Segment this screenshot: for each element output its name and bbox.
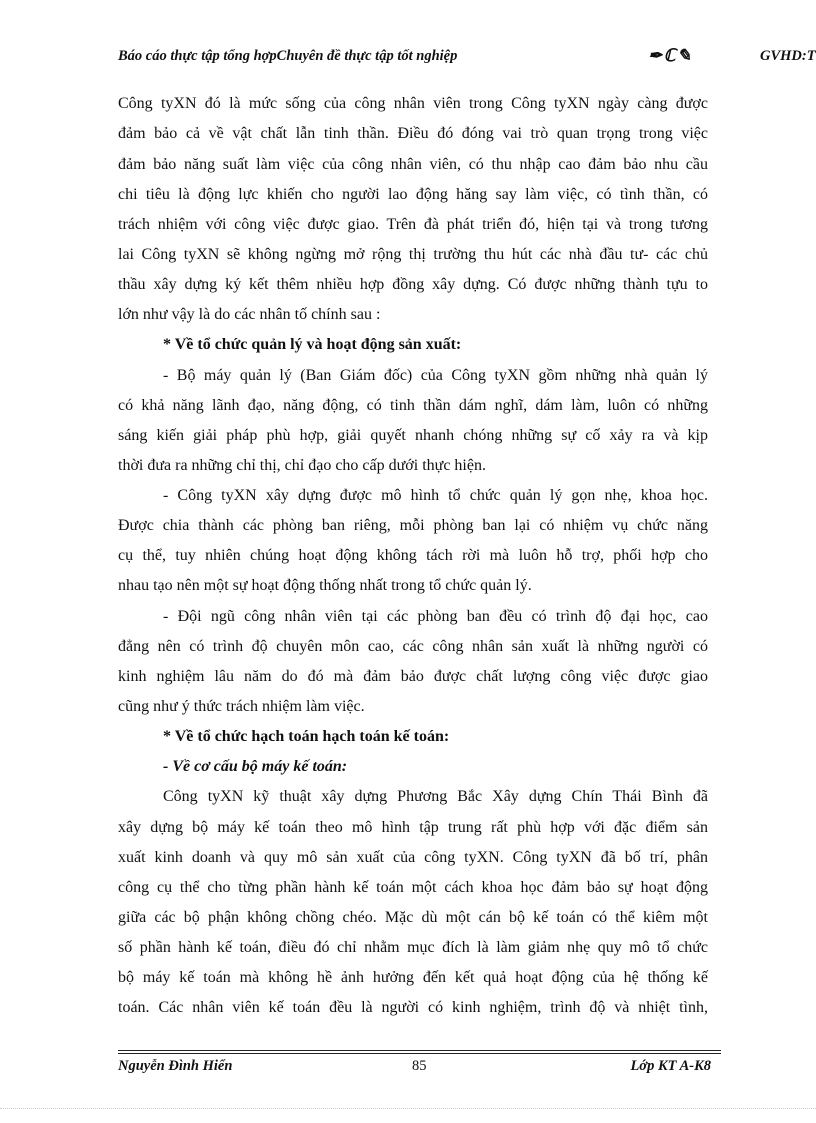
body-line: cũng như ý thức trách nhiệm làm việc. (118, 698, 365, 715)
footer-author: Nguyễn Đình Hiển (118, 1058, 233, 1074)
ornament-icon: ✒ ℂ ✎ (648, 46, 691, 65)
section-heading: * Về tổ chức hạch toán hạch toán kế toán: (163, 728, 450, 745)
footer-class: Lớp KT A-K8 (630, 1058, 711, 1074)
header-advisor: GVHD:T (760, 48, 816, 64)
body-line: kinh nghiệm lâu năm do đó mà đảm bảo được chất lượng công việc được giao (118, 668, 708, 685)
body-line: đảm bảo năng suất làm việc của công nhân viên, có thu nhập cao đảm bảo nhu cầu (118, 156, 708, 173)
footer-rule-bottom (118, 1053, 721, 1054)
header-title: Báo cáo thực tập tổng hợpChuyên đề thực tập tốt nghiệp (118, 48, 458, 64)
page-header (118, 48, 816, 72)
body-line: thời đưa ra những chỉ thị, chỉ đạo cho cấp dưới thực hiện. (118, 457, 486, 474)
body-line: có khả năng lãnh đạo, năng động, có tinh thần dám nghĩ, dám làm, luôn có những (118, 397, 708, 414)
body-line: xây dựng bộ máy kế toán theo mô hình tập trung rất phù hợp với đặc điểm sản (118, 819, 708, 836)
page-edge-divider (0, 1108, 816, 1109)
body-line: - Bộ máy quản lý (Ban Giám đốc) của Công tyXN gồm những nhà quản lý (163, 367, 708, 384)
body-line: nhau tạo nên một sự hoạt động thống nhất trong tổ chức quản lý. (118, 577, 532, 594)
body-line: thầu xây dựng ký kết thêm nhiều hợp đồng xây dựng. Có được những thành tựu to (118, 276, 708, 293)
page-footer (118, 1058, 721, 1078)
body-line: - Công tyXN xây dựng được mô hình tổ chức quản lý gọn nhẹ, khoa học. (163, 487, 708, 504)
page-number: 85 (412, 1058, 427, 1074)
body-line: chi tiêu là động lực khiến cho người lao động hăng say làm việc, có tình thần, có (118, 186, 708, 203)
body-line: trách nhiệm với công việc được giao. Trên đà phát triển đó, hiện tại và trong tương (118, 216, 708, 233)
body-line: công cụ thể cho từng phần hành kế toán một cách khoa học đảm bảo sự hoạt động (118, 879, 708, 896)
body-line: giữa các bộ phận không chồng chéo. Mặc dù một cán bộ kế toán có thể kiêm một (118, 909, 708, 926)
body-line: - Đội ngũ công nhân viên tại các phòng ban đều có trình độ đại học, cao (163, 608, 708, 625)
body-line: số phần hành kế toán, điều đó chỉ nhằm mục đích là làm giảm nhẹ quy mô tổ chức (118, 939, 708, 956)
body-line: Công tyXN đó là mức sống của công nhân viên trong Công tyXN ngày càng được (118, 95, 708, 112)
body-line: xuất kinh doanh và quy mô sản xuất của công tyXN. Công tyXN đã bố trí, phân (118, 849, 708, 866)
body-line: bộ máy kế toán mà không hề ảnh hưởng đến kết quả hoạt động của hệ thống kế (118, 969, 708, 986)
body-line: đẳng nên có trình độ chuyên môn cao, các công nhân sản xuất là những người có (118, 638, 708, 655)
body-line: toán. Các nhân viên kế toán đều là người có kinh nghiệm, trình độ và nhiệt tình, (118, 999, 708, 1016)
body-line: lai Công tyXN sẽ không ngừng mở rộng thị trường thu hút các nhà đầu tư- các chủ (118, 246, 708, 263)
body-line: đảm bảo cả về vật chất lẫn tinh thần. Điều đó đóng vai trò quan trọng trong việc (118, 125, 708, 142)
body-line: cụ thể, tuy nhiên chúng hoạt động không tách rời mà luôn hỗ trợ, phối hợp cho (118, 547, 708, 564)
body-line: lớn như vậy là do các nhân tố chính sau : (118, 306, 381, 323)
body-line: sáng kiến giải pháp phù hợp, giải quyết nhanh chóng những sự cố xảy ra và kịp (118, 427, 708, 444)
body-line: Công tyXN kỹ thuật xây dựng Phương Bắc Xây dựng Chín Thái Bình đã (163, 788, 708, 805)
section-heading: * Về tổ chức quản lý và hoạt động sản xuất: (163, 336, 462, 353)
body-line: Được chia thành các phòng ban riêng, mỗi phòng ban lại có nhiệm vụ chức năng (118, 517, 708, 534)
subsection-heading: - Về cơ cấu bộ máy kế toán: (163, 758, 348, 775)
footer-rule-top (118, 1050, 721, 1051)
